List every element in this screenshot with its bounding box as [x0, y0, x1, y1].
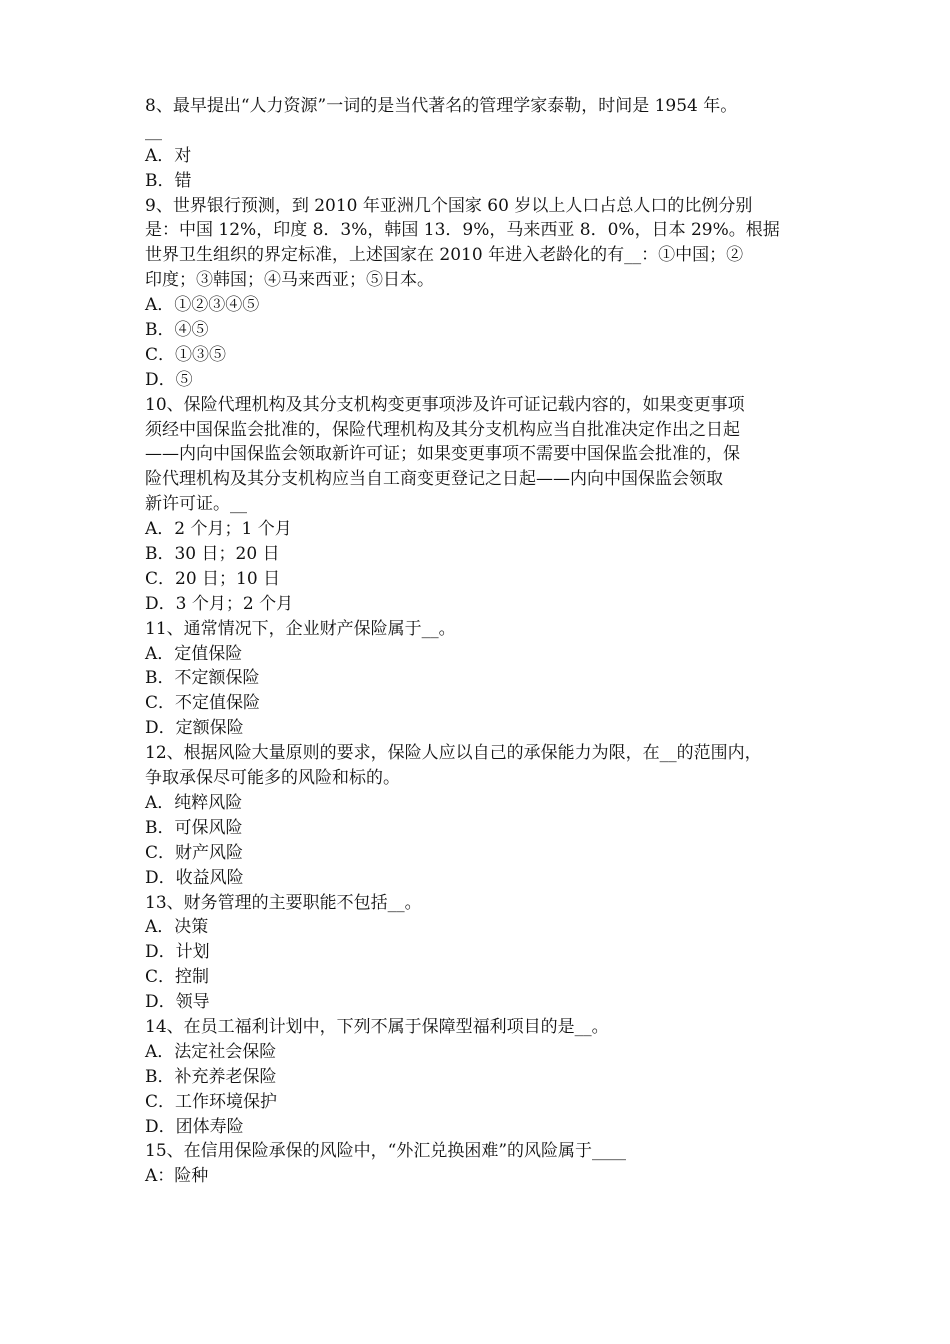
text-line: D．计划 [145, 942, 210, 963]
text-line: B．④⑤ [145, 320, 209, 341]
text-line: D．定额保险 [145, 718, 244, 739]
text-line: A．定值保险 [145, 643, 243, 664]
text-line: D．团体寿险 [145, 1116, 244, 1137]
text-line: 争取承保尽可能多的风险和标的。 [145, 768, 400, 789]
text-line: C．①③⑤ [145, 344, 227, 365]
text-line: 13、财务管理的主要职能不包括__。 [145, 892, 422, 913]
text-line: 8、最早提出“人力资源”一词的是当代著名的管理学家泰勒，时间是 1954 年。 [145, 96, 738, 116]
text-line: ——内向中国保监会领取新许可证；如果变更事项不需要中国保监会批准的，保 [145, 444, 740, 465]
text-line: 12、根据风险大量原则的要求，保险人应以自己的承保能力为限，在__的范围内， [145, 743, 762, 764]
text-line: C．20 日；10 日 [145, 568, 281, 589]
text-line: 10、保险代理机构及其分支机构变更事项涉及许可证记载内容的，如果变更事项 [145, 394, 745, 415]
text-line: 15、在信用保险承保的风险中，“外汇兑换困难”的风险属于____ [145, 1141, 627, 1162]
text-line: A．①②③④⑤ [145, 295, 260, 316]
text-line: A．决策 [145, 917, 209, 938]
text-line: D．领导 [145, 992, 210, 1013]
text-line: B．不定额保险 [145, 668, 260, 689]
text-line: B．30 日；20 日 [145, 544, 280, 565]
text-line: B．可保风险 [145, 817, 243, 838]
text-line: C．工作环境保护 [145, 1091, 278, 1112]
text-line: A．法定社会保险 [145, 1041, 277, 1062]
question-text-block [145, 94, 810, 1189]
text-line: A：险种 [145, 1166, 209, 1187]
text-line: __ [145, 120, 162, 141]
text-line: A．纯粹风险 [145, 792, 243, 813]
text-line: 险代理机构及其分支机构应当自工商变更登记之日起——内向中国保监会领取 [145, 469, 723, 490]
text-line: 是：中国 12%，印度 8．3%，韩国 13．9%，马来西亚 8．0%，日本 29%。根据 [145, 220, 780, 241]
text-line: D．收益风险 [145, 867, 244, 888]
text-line: C．财产风险 [145, 842, 244, 863]
text-line: 新许可证。__ [145, 494, 247, 515]
text-line: A．对 [145, 145, 192, 166]
text-line: 14、在员工福利计划中，下列不属于保障型福利项目的是__。 [145, 1016, 609, 1037]
text-line: 须经中国保监会批准的，保险代理机构及其分支机构应当自批准决定作出之日起 [145, 419, 740, 440]
text-line: A．2 个月；1 个月 [145, 519, 292, 540]
text-line: B．补充养老保险 [145, 1066, 277, 1087]
text-line: 9、世界银行预测，到 2010 年亚洲几个国家 60 岁以上人口占总人口的比例分别 [145, 195, 753, 216]
text-line: C．不定值保险 [145, 693, 261, 714]
text-line: C．控制 [145, 967, 210, 988]
text-line: 印度；③韩国；④马来西亚；⑤日本。 [145, 270, 434, 291]
text-line: 世界卫生组织的界定标准，上述国家在 2010 年进入老龄化的有__：①中国；② [145, 245, 744, 266]
text-line: 11、通常情况下，企业财产保险属于__。 [145, 618, 456, 639]
text-line: B．错 [145, 170, 192, 191]
text-line: D．⑤ [145, 369, 193, 390]
text-line: D．3 个月；2 个月 [145, 593, 294, 614]
